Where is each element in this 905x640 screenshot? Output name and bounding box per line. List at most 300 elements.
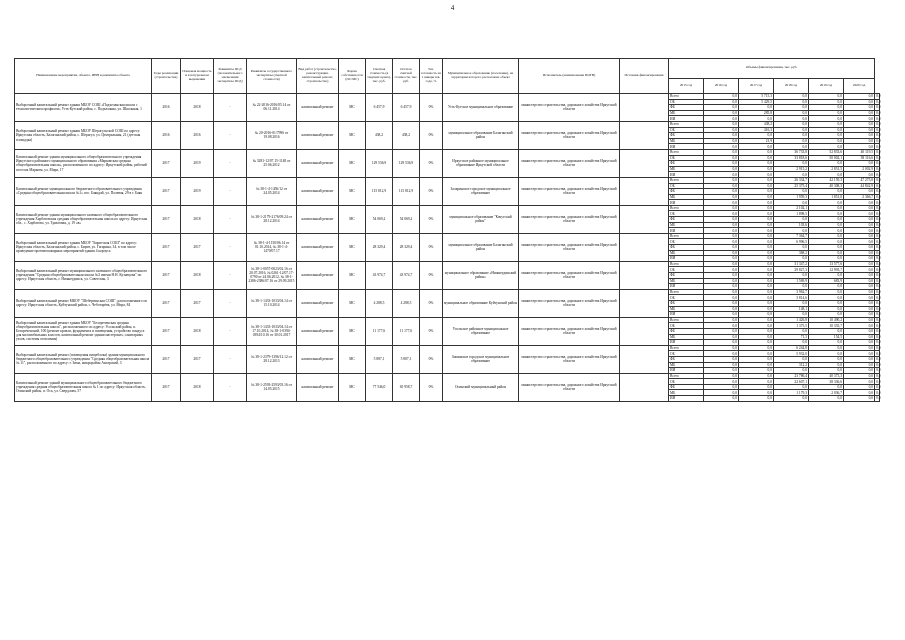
funding-value: 0,0 [809, 284, 844, 290]
funding-value: 0,0 [704, 99, 739, 105]
funding-value: 0,0 [876, 200, 881, 205]
funding-value: 0,0 [809, 205, 844, 211]
funding-value: 0,0 [704, 149, 739, 155]
funding-value: 0,0 [809, 273, 844, 279]
source-cell [620, 177, 669, 205]
funding-value: 0,0 [739, 317, 774, 323]
funding-value: 0,0 [774, 121, 809, 127]
funding-value: 0,0 [704, 384, 739, 390]
funding-value: 0,0 [704, 189, 739, 195]
readiness-cell: 0% [420, 345, 443, 373]
funding-value: 0,0 [844, 373, 875, 379]
funding-value: 0,0 [876, 239, 881, 244]
cost-cell: 129 536,9 [366, 149, 393, 177]
funding-source-label: МБ [669, 390, 704, 396]
funding-source-label: ИИ [669, 396, 704, 402]
col-name: Наименование мероприятия, объекта, ИНН и реквизиты объекта [15, 59, 152, 94]
funding-value: 0,0 [809, 356, 844, 362]
funding-value: 0,0 [704, 312, 739, 318]
period-cell: 2017 [152, 345, 181, 373]
capacity-cell: 2018 [181, 317, 214, 345]
funding-value: 0,0 [704, 284, 739, 290]
funding-source-label: ФБ [669, 300, 704, 306]
funding-source-label: ИИ [669, 284, 704, 290]
funding-value: 0,0 [704, 368, 739, 374]
funding-value: 0,0 [844, 345, 875, 351]
funding-value: 0,0 [876, 99, 881, 104]
funding-table [14, 58, 880, 402]
funding-value: 148,1 [774, 306, 809, 312]
funding-value: 0,0 [704, 133, 739, 139]
executor-cell: министерство строительства, дорожного хозяйства Иркутской области [519, 205, 620, 233]
psd-cell: - [214, 233, 247, 261]
funding-value: 0,0 [739, 323, 774, 329]
funding-source-label: МБ [669, 194, 704, 200]
funding-value: 0,0 [704, 267, 739, 273]
funding-value: 312,2 [774, 362, 809, 368]
funding-source-label: ОБ [669, 351, 704, 357]
reg-doc-cell: № 38-1-0057-0023/02.16 от 20.07.2016, № 0261-12/07.17-0790 от 24.06.2012, № 38-1-2386-2386/07.16 от 29.09.2015 [247, 261, 297, 289]
funding-value: 0,0 [704, 289, 739, 295]
period-cell: 2017 [152, 289, 181, 317]
psd-cell: - [214, 149, 247, 177]
funding-value: 0,0 [844, 351, 875, 357]
funding-value: 0,0 [809, 116, 844, 122]
funding-value: 0,0 [774, 99, 809, 105]
object-name: Выборочный капитальный ремонт здания МБОУ "Белореченская средняя общеобразовательная школа", расположенного по адресу: Усольский район, п. Белореченский, 100 (ремонт кровли, фундамента и помещения, устройство пандуса для маломобильных классов, капитальный ремонт здания мастерских, санитарных узлов, системы отопления) [15, 317, 152, 345]
funding-value: 0,0 [844, 133, 875, 139]
funding-value: 0,0 [774, 138, 809, 144]
period-cell: 2017 [152, 205, 181, 233]
funding-source-label: Всего [669, 94, 704, 100]
funding-value: 0,0 [739, 267, 774, 273]
funding-value: 0,0 [876, 222, 881, 227]
funding-value: 103,6 [774, 222, 809, 228]
object-name: Выборочный капитальный ремонт здания МБОУ Шерагульской СОШ по адресу: Иркутская область, Балаганский район, с. Шерагул, ул. Центральная, 21 (детская площадка) [15, 121, 152, 149]
ownership-cell: МС [339, 121, 366, 149]
funding-source-label: ФБ [669, 189, 704, 195]
municipality-cell: Осинский муниципальный район [443, 373, 519, 401]
funding-value: 0,0 [844, 317, 875, 323]
funding-source-label: Всего [669, 289, 704, 295]
funding-value: 0,0 [876, 301, 881, 306]
period-cell: 2017 [152, 373, 181, 401]
funding-value: 0,0 [704, 183, 739, 189]
funding-value: 416,3 [739, 127, 774, 133]
funding-value: 0,0 [704, 138, 739, 144]
funding-source-label: ИИ [669, 200, 704, 206]
funding-value: 285,8 [739, 110, 774, 116]
cost-cell: 28 329,4 [366, 233, 393, 261]
work-type-cell: капитальный ремонт [297, 149, 339, 177]
funding-value: 0,0 [704, 194, 739, 200]
funding-value: 0,0 [704, 390, 739, 396]
readiness-cell: 0% [420, 261, 443, 289]
funding-value: 0,0 [809, 121, 844, 127]
cost-cell: 4 288,5 [366, 289, 393, 317]
funding-value: 0,0 [809, 110, 844, 116]
remaining-cell: 65 958,7 [393, 373, 420, 401]
funding-value: 0,0 [774, 200, 809, 206]
funding-value: 0,0 [809, 144, 844, 150]
object-name: Капитальный ремонт зданий муниципального общеобразовательного бюджетного учреждения средняя общеобразовательная школа № 1 по адресу: Иркутская область, Осинский район, п. Оса, ул. Свердлова, 57 [15, 373, 152, 401]
work-type-cell: капитальный ремонт [297, 345, 339, 373]
funding-value: 0,0 [876, 318, 881, 322]
capacity-cell: 2018 [181, 205, 214, 233]
funding-value: 0,0 [876, 323, 881, 328]
funding-source-label: МБ [669, 222, 704, 228]
funding-source-label: Всего [669, 317, 704, 323]
funding-source-label: МБ [669, 250, 704, 256]
funding-value: 0,0 [844, 300, 875, 306]
funding-value: 0,0 [876, 105, 881, 110]
funding-value: 0,0 [739, 250, 774, 256]
funding-value: 6 244,8 [774, 345, 809, 351]
funding-value: 0,0 [876, 379, 881, 384]
funding-value: 3 962,7 [774, 289, 809, 295]
source-cell [620, 289, 669, 317]
funding-value: 0,0 [704, 211, 739, 217]
funding-source-label: МБ [669, 166, 704, 172]
funding-value: 1 959,3 [774, 194, 809, 200]
funding-value: 0,0 [844, 138, 875, 144]
funding-value: 12 993,7 [809, 267, 844, 273]
funding-value: 0,0 [704, 228, 739, 234]
funding-value: 0,0 [844, 94, 875, 100]
funding-value: 0,0 [876, 144, 881, 149]
funding-value: 0,0 [876, 357, 881, 362]
funding-value: 438,2 [739, 121, 774, 127]
year-header: 2019 год [809, 78, 844, 93]
funding-value: 21,9 [739, 138, 774, 144]
funding-value: 0,0 [739, 312, 774, 318]
funding-value: 0,0 [876, 306, 881, 311]
funding-value: 0,0 [704, 317, 739, 323]
funding-value: 0,0 [809, 161, 844, 167]
funding-value: 7 364,7 [774, 233, 809, 239]
funding-value: 0,0 [844, 256, 875, 262]
col-reg-doc: Реквизиты государственного экспертизы (сметной стоимости) [247, 59, 297, 94]
funding-source-label: ОБ [669, 183, 704, 189]
funding-value: 0,0 [844, 390, 875, 396]
funding-value: 0,0 [876, 122, 881, 127]
reg-doc-cell: № 20-2016-01/7996 от 19.08.2016 [247, 121, 297, 149]
funding-value: 0,0 [774, 245, 809, 251]
funding-source-label: ИИ [669, 116, 704, 122]
funding-value: 0,0 [876, 94, 881, 99]
funding-value: 0,0 [876, 390, 881, 395]
period-cell: 2016 [152, 94, 181, 122]
funding-value: 0,0 [876, 290, 881, 295]
funding-value: 0,0 [739, 396, 774, 402]
readiness-cell: 0% [420, 205, 443, 233]
funding-value: 0,0 [704, 239, 739, 245]
funding-value: 0,0 [739, 161, 774, 167]
capacity-cell: 2018 [181, 261, 214, 289]
funding-value: 0,0 [876, 161, 881, 166]
funding-source-label: МБ [669, 306, 704, 312]
funding-source-label: Всего [669, 149, 704, 155]
funding-value: 0,0 [844, 289, 875, 295]
funding-value: 0,0 [844, 328, 875, 334]
funding-value: 0,0 [774, 189, 809, 195]
ownership-cell: МС [339, 94, 366, 122]
funding-value: 0,0 [739, 205, 774, 211]
funding-value: 0,0 [876, 217, 881, 222]
col-readiness: Тех. готовность на 1 января тек. года, % [420, 59, 443, 94]
funding-value: 0,0 [704, 105, 739, 111]
funding-source-label: ИИ [669, 340, 704, 346]
funding-value: 0,0 [739, 189, 774, 195]
funding-value: 0,0 [774, 133, 809, 139]
ownership-cell: МС [339, 289, 366, 317]
funding-value: 683,9 [809, 278, 844, 284]
source-cell [620, 94, 669, 122]
reg-doc-cell: № 22-2016-2016/05.14 от 06.11.2014 [247, 94, 297, 122]
funding-value: 0,0 [704, 273, 739, 279]
executor-cell: министерство строительства, дорожного хозяйства Иркутской области [519, 94, 620, 122]
ownership-cell: МС [339, 233, 366, 261]
funding-value: 0,0 [876, 228, 881, 233]
funding-value: 0,0 [844, 384, 875, 390]
funding-value: 0,0 [876, 155, 881, 160]
funding-value: 0,0 [704, 172, 739, 178]
funding-value: 0,0 [844, 245, 875, 251]
funding-value: 0,0 [704, 300, 739, 306]
funding-value: 0,0 [774, 105, 809, 111]
funding-source-label: ФБ [669, 105, 704, 111]
funding-value: 0,0 [704, 245, 739, 251]
funding-value: 2 102,1 [774, 205, 809, 211]
funding-value: 0,0 [704, 161, 739, 167]
funding-value: 0,0 [876, 385, 881, 390]
funding-value: 0,0 [739, 373, 774, 379]
page-number: 4 [450, 4, 455, 12]
funding-value: 1 569,9 [774, 278, 809, 284]
funding-value: 0,0 [809, 228, 844, 234]
funding-value: 0,0 [774, 217, 809, 223]
remaining-cell: 43 974,7 [393, 261, 420, 289]
readiness-cell: 0% [420, 94, 443, 122]
readiness-cell: 0% [420, 373, 443, 401]
work-type-cell: капитальный ремонт [297, 205, 339, 233]
readiness-cell: 0% [420, 177, 443, 205]
header-row [15, 59, 880, 79]
funding-value: 0,0 [704, 306, 739, 312]
psd-cell: - [214, 205, 247, 233]
funding-value: 10 335,7 [809, 323, 844, 329]
reg-doc-cell: № 38-1-4-1456/12 от 24.05.2014 [247, 177, 297, 205]
funding-value: 0,0 [774, 116, 809, 122]
funding-value: 0,0 [876, 351, 881, 356]
period-cell: 2017 [152, 177, 181, 205]
funding-value: 0,0 [809, 222, 844, 228]
capacity-cell: 2019 [181, 149, 214, 177]
funding-value: 0,0 [704, 166, 739, 172]
executor-cell: министерство строительства, дорожного хозяйства Иркутской области [519, 317, 620, 345]
funding-value: 0,0 [774, 161, 809, 167]
funding-value: 0,0 [704, 233, 739, 239]
funding-value: 2 915,2 [774, 166, 809, 172]
funding-value: 0,0 [809, 245, 844, 251]
remaining-cell: 11 177,6 [393, 317, 420, 345]
executor-cell: министерство строительства, дорожного хозяйства Иркутской области [519, 261, 620, 289]
funding-value: 0,0 [876, 206, 881, 211]
remaining-cell: 129 536,9 [393, 149, 420, 177]
funding-value: 0,0 [809, 217, 844, 223]
col-funding: Объемы финансирования, тыс. руб. [669, 59, 875, 79]
funding-value: 42 159,3 [809, 177, 844, 183]
funding-value: 40 119,5 [844, 149, 875, 155]
funding-source-label: ФБ [669, 328, 704, 334]
ownership-cell: МС [339, 205, 366, 233]
funding-value: 0,0 [809, 306, 844, 312]
source-cell [620, 373, 669, 401]
cost-cell: 6 457,9 [366, 94, 393, 122]
funding-source-label: ОБ [669, 155, 704, 161]
funding-value: 0,0 [739, 177, 774, 183]
funding-value: 0,0 [704, 362, 739, 368]
funding-value: 26 334,7 [774, 177, 809, 183]
funding-value: 0,0 [774, 110, 809, 116]
funding-value: 0,0 [704, 334, 739, 340]
funding-value: 0,0 [809, 127, 844, 133]
funding-value: 0,0 [704, 121, 739, 127]
funding-value: 1 898,5 [774, 211, 809, 217]
funding-value: 0,0 [774, 396, 809, 402]
funding-value: 0,0 [739, 211, 774, 217]
funding-value: 0,0 [739, 295, 774, 301]
funding-value: 0,0 [739, 351, 774, 357]
funding-value: 52 833,6 [809, 149, 844, 155]
executor-cell: министерство строительства, дорожного хозяйства Иркутской области [519, 373, 620, 401]
funding-value: 0,0 [739, 200, 774, 206]
funding-value: 0,0 [739, 105, 774, 111]
funding-value: 0,0 [844, 211, 875, 217]
funding-value: 0,0 [774, 273, 809, 279]
funding-source-label: ОБ [669, 211, 704, 217]
psd-cell: - [214, 289, 247, 317]
funding-value: 0,0 [809, 200, 844, 206]
funding-value: 2 036,7 [809, 390, 844, 396]
col-cost: Сметная стоимость (в текущих ценах), тыс. руб. [366, 59, 393, 94]
funding-value: 0,0 [844, 239, 875, 245]
funding-source-label: МБ [669, 110, 704, 116]
funding-value: 0,0 [739, 306, 774, 312]
reg-doc-cell: № 38-1-1433-1033/04.14 от 15.10.2014 [247, 289, 297, 317]
work-type-cell: капитальный ремонт [297, 317, 339, 345]
funding-value: 0,0 [704, 373, 739, 379]
funding-value: 0,0 [876, 178, 881, 183]
funding-value: 0,0 [739, 278, 774, 284]
remaining-cell: 28 329,4 [393, 233, 420, 261]
funding-value: 0,0 [774, 256, 809, 262]
remaining-cell: 6 457,9 [393, 94, 420, 122]
remaining-cell: 115 812,9 [393, 177, 420, 205]
funding-value: 0,0 [704, 295, 739, 301]
funding-value: 0,0 [876, 250, 881, 255]
funding-value: 0,0 [844, 250, 875, 256]
remaining-cell: 4 288,5 [393, 289, 420, 317]
funding-source-label: ФБ [669, 217, 704, 223]
funding-value: 0,0 [844, 396, 875, 402]
funding-value: 0,0 [876, 194, 881, 199]
funding-value: 38 336,6 [809, 379, 844, 385]
readiness-cell: 0% [420, 233, 443, 261]
funding-value: 0,0 [704, 340, 739, 346]
funding-source-label: ИИ [669, 368, 704, 374]
funding-value: 0,0 [844, 306, 875, 312]
cost-cell: 77 546,0 [366, 373, 393, 401]
source-cell [620, 261, 669, 289]
object-name: Выборочный капитальный ремонт МКОУ "Шебертинская СОШ", расположенного по адресу: Иркутская область, Куйтунский район, с. Чеботарёва, ул. Мира, 84 [15, 289, 152, 317]
funding-value: 0,0 [844, 200, 875, 206]
funding-value: 0,0 [876, 166, 881, 171]
capacity-cell: 2016 [181, 121, 214, 149]
funding-value: 0,0 [809, 256, 844, 262]
funding-source-label: ОБ [669, 379, 704, 385]
funding-value: 0,0 [704, 328, 739, 334]
ownership-cell: МС [339, 345, 366, 373]
funding-value: 0,0 [704, 323, 739, 329]
funding-value: 0,0 [704, 116, 739, 122]
period-cell: 2017 [152, 261, 181, 289]
municipality-cell: муниципальное образование Куйтунский район [443, 289, 519, 317]
funding-value: 0,0 [844, 278, 875, 284]
funding-value: 0,0 [876, 396, 881, 401]
executor-cell: министерство строительства, дорожного хозяйства Иркутской области [519, 177, 620, 205]
funding-value: 0,0 [739, 194, 774, 200]
period-cell: 2017 [152, 233, 181, 261]
funding-value: 0,0 [704, 155, 739, 161]
funding-value: 0,0 [774, 368, 809, 374]
funding-value: 0,0 [876, 345, 881, 350]
funding-value: 0,0 [876, 139, 881, 143]
funding-value: 0,0 [774, 328, 809, 334]
funding-value: 0,0 [739, 133, 774, 139]
work-type-cell: капитальный ремонт [297, 373, 339, 401]
funding-value: 0,0 [844, 368, 875, 374]
executor-cell: министерство строительства, дорожного хозяйства Иркутской области [519, 233, 620, 261]
funding-value: 0,0 [809, 133, 844, 139]
funding-value: 47 275,8 [844, 177, 875, 183]
funding-value: 0,0 [809, 384, 844, 390]
psd-cell: - [214, 121, 247, 149]
funding-value: 0,0 [844, 228, 875, 234]
funding-value: 0,0 [739, 334, 774, 340]
funding-value: 0,0 [844, 267, 875, 273]
funding-value: 0,0 [704, 396, 739, 402]
cost-cell: 43 974,7 [366, 261, 393, 289]
funding-value: 0,0 [739, 256, 774, 262]
funding-value: 0,0 [739, 362, 774, 368]
funding-value: 0,0 [774, 340, 809, 346]
funding-value: 23 786,4 [774, 373, 809, 379]
funding-value: 0,0 [809, 105, 844, 111]
object-name: Выборочный капитальный ремонт здания МБОУ СОШ «Подъеланская школа с технологическим профилем» Усть-Кутский район, с. Подъеланка, ул. Школьная, 1 [15, 94, 152, 122]
ownership-cell: МС [339, 149, 366, 177]
funding-value: 0,0 [774, 384, 809, 390]
funding-value: 50 002,1 [809, 155, 844, 161]
period-cell: 2017 [152, 317, 181, 345]
funding-value: 0,0 [739, 149, 774, 155]
municipality-cell: Заларинское городское муниципальное образование [443, 177, 519, 205]
funding-value: 71,3 [774, 334, 809, 340]
cost-cell: 54 069,2 [366, 205, 393, 233]
funding-value: 0,0 [739, 340, 774, 346]
source-cell [620, 149, 669, 177]
cost-cell: 11 177,6 [366, 317, 393, 345]
